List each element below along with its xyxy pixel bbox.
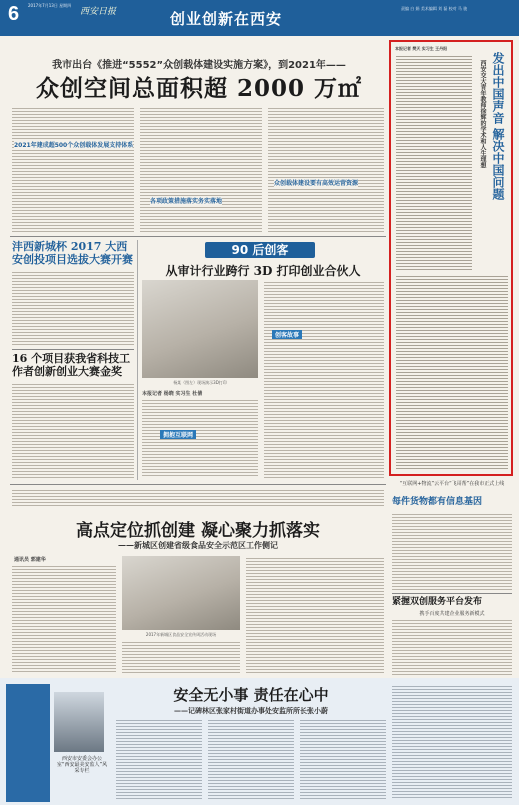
issue-date: 2017年7月13日 星期四: [28, 3, 72, 8]
food-safety-body-3: [246, 556, 384, 674]
lead-subhead-2: 众创载体建设要有高效运营资源: [274, 180, 359, 187]
feature-byline: 本报记者 杨晓 实习生 杜倩: [142, 391, 203, 397]
food-safety-byline: 通讯员 郭建华: [14, 557, 46, 563]
right-story-body-bottom: [396, 274, 508, 470]
bottom-body-4: [392, 684, 512, 800]
page-header: [0, 0, 519, 36]
right-story-byline: 本报记者 樊天 实习生 王丹阳: [395, 46, 448, 51]
bottom-body-2: [208, 718, 294, 800]
bottom-subheadline: ——记碑林区张家村街道办事处安监所所长张小蔚: [174, 706, 328, 715]
right-story-subtitle: 西安交大青年教师徐辉的学术和人生理想: [479, 60, 486, 168]
right-lower-kicker: “互联网+物流”云平台“飞哥帮”在我市正式上线: [399, 481, 505, 487]
bottom-body-1: [116, 718, 202, 800]
food-safety-body-1: [12, 564, 116, 674]
lead-subhead-3: 各项政策措施落实务实落地: [150, 198, 223, 205]
food-safety-photo-caption: 2017年新城区食品安全宣传周活动现场: [145, 632, 217, 637]
food-safety-subheadline: ——新城区创建省级食品安全示范区工作侧记: [118, 540, 278, 550]
right-lower-headline-2: 紧握双创服务平台发布: [392, 597, 483, 607]
food-safety-headline: 高点定位抓创建 凝心聚力抓落实: [76, 521, 320, 541]
right-story-body-top: [396, 54, 472, 270]
lead-story-kicker: 我市出台《推进“5552”众创载体建设实施方案》，到2021年——: [52, 60, 346, 71]
right-story-headline: 发出中国声音 解决中国问题: [491, 52, 505, 201]
feature-subhead-2: 拥抱互联网: [160, 430, 196, 439]
lead-story-body-3: [268, 106, 384, 232]
food-safety-body-2: [122, 640, 240, 674]
left-story-1-headline: 沣西新城杯 2017 大西安创投项目选拔大赛开赛: [12, 240, 133, 266]
editor-credits: 责编 白 娟 美术编辑 刘 磊 校对 马 骏: [401, 6, 468, 11]
page-number: 6: [8, 3, 20, 25]
left-divider: [12, 349, 134, 350]
profile-portrait: [54, 692, 104, 752]
feature-body-2: [264, 280, 384, 478]
left-story-2-headline: 16 个项目获我省科技工作者创新创业大赛金奖: [12, 352, 131, 378]
column-title: 创业创新在西安: [170, 10, 283, 28]
bottom-headline: 安全无小事 责任在心中: [173, 686, 329, 704]
lead-story-body-1: [12, 106, 134, 232]
bottom-body-3: [300, 718, 386, 800]
series-banner: [6, 684, 50, 802]
food-safety-intro: [12, 488, 384, 508]
section-divider: [10, 236, 386, 237]
right-lower-subhead-2: 携手百度共建企业服务新模式: [419, 611, 485, 617]
food-safety-photo: [122, 556, 240, 630]
column-rule: [137, 240, 138, 480]
newspaper-logo: 西安日报: [80, 7, 117, 17]
right-lower-body-2: [392, 618, 512, 676]
lead-story-body-2: [140, 106, 262, 232]
right-lower-headline: 每件货物都有信息基因: [392, 497, 483, 507]
feature-photo-caption: 杨某（图左）现场演示3D打印: [173, 380, 227, 385]
food-safety-top-rule: [10, 484, 386, 485]
series-title: 西安市安委会办公室“西安最美安监人”风采专栏: [56, 756, 108, 774]
left-story-2-body: [12, 382, 134, 478]
lead-subhead-1: 2021年建成超500个众创载体发展支持体系: [14, 142, 134, 149]
feature-headline: 从审计行业跨行 3D 打印创业合伙人: [165, 264, 361, 278]
feature-kicker: 90 后创客: [205, 242, 315, 258]
right-lower-body-1: [392, 512, 512, 590]
right-lower-divider: [392, 593, 512, 594]
left-story-1-body: [12, 270, 134, 346]
feature-subhead-1: 创客故事: [272, 330, 302, 339]
lead-story-headline: 众创空间总面积超 2000 万㎡: [35, 75, 363, 102]
feature-photo: [142, 280, 258, 378]
